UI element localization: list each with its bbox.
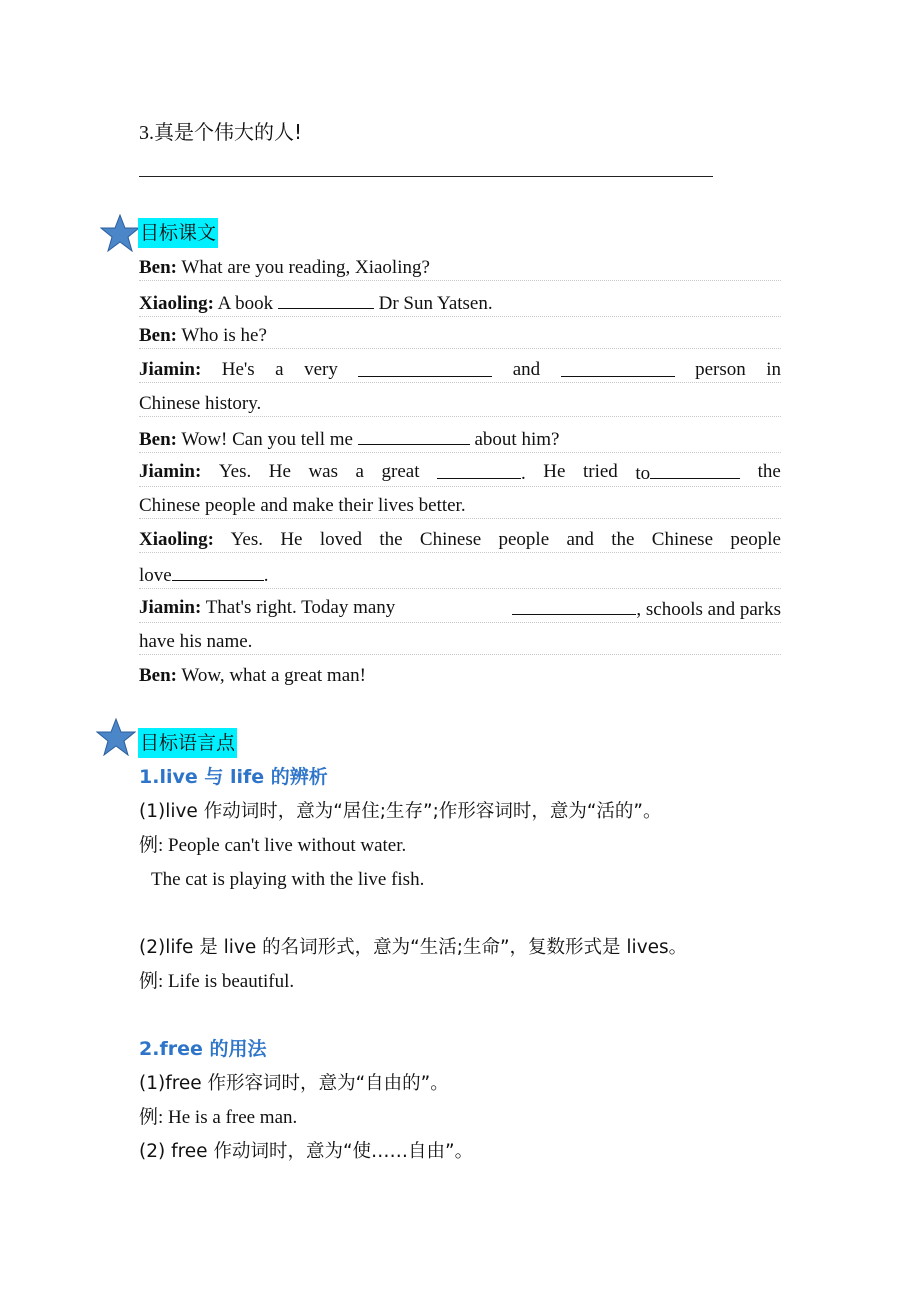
fill-blank (650, 460, 740, 479)
dialogue-text: Chinese people and make their lives better. (139, 495, 466, 516)
dialogue-line (139, 290, 781, 317)
dialogue-text: Who is he? (181, 325, 267, 346)
dialogue-word: very (304, 359, 338, 380)
question-3 (139, 118, 302, 147)
dialogue-text: love (139, 565, 172, 586)
example-line: 例: People can't live without water. (139, 835, 407, 856)
dialogue-word: Yes. (218, 461, 252, 482)
speaker-name: Ben: (139, 257, 177, 278)
fill-blank (561, 358, 675, 377)
speaker-name: Ben: (139, 325, 177, 346)
fill-blank (278, 290, 374, 309)
dialogue-line (139, 256, 781, 281)
subsection-title: 2.free 的用法 (139, 1038, 267, 1060)
dialogue-word: and (512, 359, 541, 380)
example-line: 例: Life is beautiful. (139, 971, 295, 992)
fill-blank (172, 562, 264, 581)
dialogue-text: , schools and parks (636, 599, 781, 620)
dialogue-text: That's right. Today many (205, 597, 396, 618)
dialogue-word: . (521, 463, 526, 484)
dialogue-text: Wow, what a great man! (181, 665, 366, 686)
dialogue-text: . (263, 565, 269, 586)
dialogue-word: in (766, 359, 781, 380)
star-icon (96, 718, 136, 756)
speaker-name: Xiaoling: (139, 529, 214, 550)
explanation-line: (1)live 作动词时，意为“居住;生存”;作形容词时，意为“活的”。 (139, 801, 662, 822)
dialogue-line (139, 528, 781, 553)
question-text: 真是个伟大的人! (154, 120, 303, 144)
example-line: 例: He is a free man. (139, 1107, 298, 1128)
answer-line (139, 176, 713, 177)
question-number: 3. (139, 122, 154, 144)
dialogue-line (139, 562, 781, 589)
speaker-name: Jiamin: (139, 359, 202, 380)
fill-blank (358, 358, 492, 377)
dialogue-line (139, 358, 781, 383)
dialogue-text: What are you reading, Xiaoling? (181, 257, 430, 278)
dialogue-line (139, 324, 781, 349)
dialogue-word: He's (221, 359, 255, 380)
dialogue-text: about him? (474, 429, 560, 450)
fill-blank (358, 426, 470, 445)
dialogue-line (139, 392, 781, 417)
dialogue-text: have his name. (139, 631, 253, 652)
dialogue-word: He (268, 461, 291, 482)
section-heading-text: 目标语言点 (138, 728, 237, 758)
dialogue-line (139, 630, 781, 655)
speaker-name: Jiamin: (139, 597, 202, 618)
section-heading-text: 目标课文 (138, 218, 218, 248)
dialogue-word: great (381, 461, 420, 482)
speaker-name: Ben: (139, 429, 177, 450)
dialogue-line (139, 664, 781, 688)
star-icon (100, 214, 140, 252)
dialogue-word: tried (582, 461, 618, 482)
dialogue-text: A book (217, 293, 274, 314)
explanation-line: (2) free 作动词时，意为“使……自由”。 (139, 1141, 474, 1162)
dialogue-word: a (275, 359, 284, 380)
dialogue-word: to (635, 463, 651, 484)
dialogue-text: Chinese history. (139, 393, 262, 414)
speaker-name: Jiamin: (139, 461, 202, 482)
dialogue-line (139, 460, 781, 487)
dialogue-text: Dr Sun Yatsen. (378, 293, 493, 314)
dialogue-word: the (757, 461, 781, 482)
dialogue-word: person (695, 359, 746, 380)
fill-blank (437, 460, 521, 479)
explanation-line: (2)life 是 live 的名词形式，意为“生活;生命”，复数形式是 lives。 (139, 937, 688, 958)
subsection-title: 1.live 与 life 的辨析 (139, 766, 328, 788)
dialogue-text: Wow! Can you tell me (181, 429, 353, 450)
explanation-line: (1)free 作形容词时，意为“自由的”。 (139, 1073, 449, 1094)
dialogue-word: a (355, 461, 364, 482)
dialogue-line (139, 494, 781, 519)
example-line: The cat is playing with the live fish. (151, 869, 425, 890)
dialogue-text: Yes. He loved the Chinese people and the Chinese people (230, 529, 781, 550)
dialogue-word: was (308, 461, 338, 482)
fill-blank (512, 596, 636, 615)
speaker-name: Xiaoling: (139, 293, 214, 314)
dialogue-word: He (543, 461, 566, 482)
dialogue-line (139, 426, 781, 453)
speaker-name: Ben: (139, 665, 177, 686)
dialogue-line (139, 596, 781, 623)
